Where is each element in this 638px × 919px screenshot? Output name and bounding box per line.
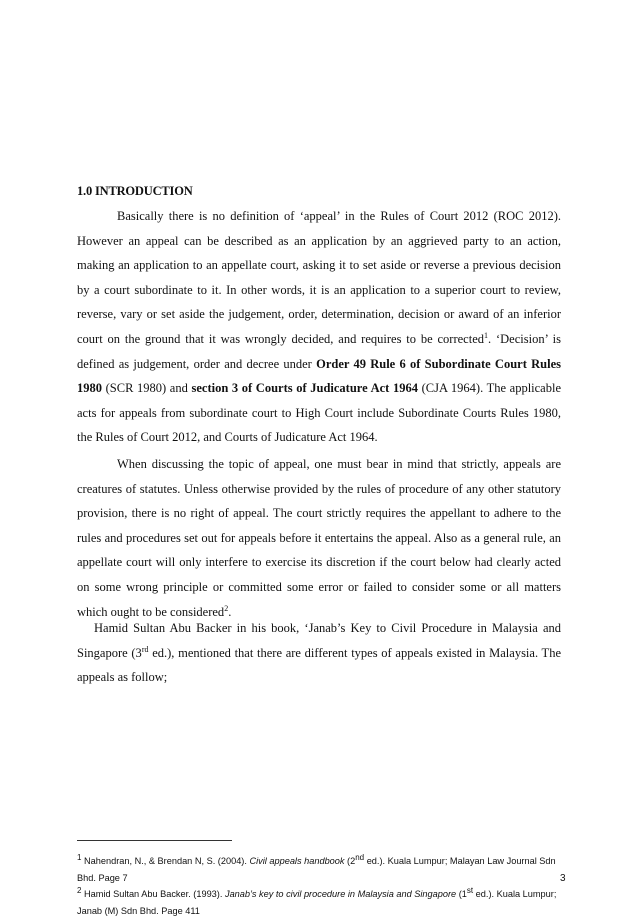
footnote-text-post: ed.). Kuala Lumpur; Janab (M) Sdn Bhd. Page 411: [77, 889, 557, 916]
footnote-number: 1: [77, 852, 82, 862]
footnote-ordinal: st: [466, 885, 474, 895]
footnote-title: Janab’s key to civil procedure in Malaysia and Singapore: [224, 889, 457, 899]
footnote-1: [77, 853, 567, 886]
paragraph-2-text-b: .: [228, 604, 232, 619]
paragraph-1: [77, 204, 561, 450]
footnote-title: Civil appeals handbook: [249, 856, 345, 866]
footnote-text-post: ed.). Kuala Lumpur; Malayan Law Journal Sdn Bhd. Page 7: [77, 856, 556, 883]
paragraph-3-text-b: ed.), mentioned that there are different types of appeals existed in Malaysia. The appeals as follow;: [77, 645, 561, 685]
paragraph-1-bold-a: Order 49 Rule 6 of Subordinate Court Rules 1980: [77, 356, 561, 396]
paragraph-1-text-d: (CJA 1964). The applicable acts for appeals from subordinate court to High Court include Subordinate Courts Rules 1980, the Rules of Court 2012, and Courts of Judicature Act 1964.: [77, 381, 562, 445]
footnote-text-mid: (1: [456, 889, 467, 899]
footnote-separator: [77, 840, 232, 841]
footnotes: [77, 853, 567, 919]
superscript-ordinal: rd: [141, 644, 149, 654]
paragraph-1-bold-b: section 3 of Courts of Judicature Act 1964: [191, 381, 418, 396]
footnote-number: 2: [77, 885, 82, 895]
paragraph-1-text-a: Basically there is no definition of ‘appeal’ in the Rules of Court 2012 (ROC 2012). However an appeal can be described as an application by an aggrieved party to an action, making an application to an appellate court, asking it to set aside or reverse a previous decision by a court subordinate to it. In other words, it is an application to a superior court to review, reverse, vary or set aside the judgement, order, determination, decision or award of an inferior court on the ground that it was wrongly decided, and requires to be corrected: [77, 209, 561, 346]
paragraph-3-text-a: Hamid Sultan Abu Backer in his book, ‘Janab’s Key to Civil Procedure in Malaysia and Singapore (3: [77, 621, 561, 660]
section-heading: 1.0 INTRODUCTION: [77, 184, 193, 198]
footnote-ref-2[interactable]: 2: [224, 603, 229, 613]
paragraph-2-text-a: When discussing the topic of appeal, one must bear in mind that strictly, appeals are creatures of statutes. Unless otherwise provided by the rules of procedure of any other statutory provision, there is no right of appeal. The court strictly requires the appellant to adhere to the rules and procedures set out for appeals before it entertains the appeal. Also as a general rule, an appellate court will only interfere to exercise its discretion if the court below had clearly acted on some wrong principle or committed some error or failed to consider some or all matters which ought to be considered: [77, 457, 561, 619]
paragraph-1-text-b: . ‘Decision’ is defined as judgement, order and decree under: [77, 331, 561, 371]
page-number: 3: [560, 873, 566, 884]
footnote-text-pre: Hamid Sultan Abu Backer. (1993).: [81, 889, 225, 899]
footnote-text-pre: Nahendran, N., & Brendan N, S. (2004).: [81, 856, 250, 866]
paragraph-3: [77, 616, 561, 690]
footnote-ordinal: nd: [355, 852, 365, 862]
footnote-text-mid: (2: [344, 856, 356, 866]
paragraph-2: [77, 452, 561, 624]
paragraph-1-text-c: (SCR 1980) and: [102, 381, 192, 396]
footnote-ref-1[interactable]: 1: [484, 330, 488, 340]
